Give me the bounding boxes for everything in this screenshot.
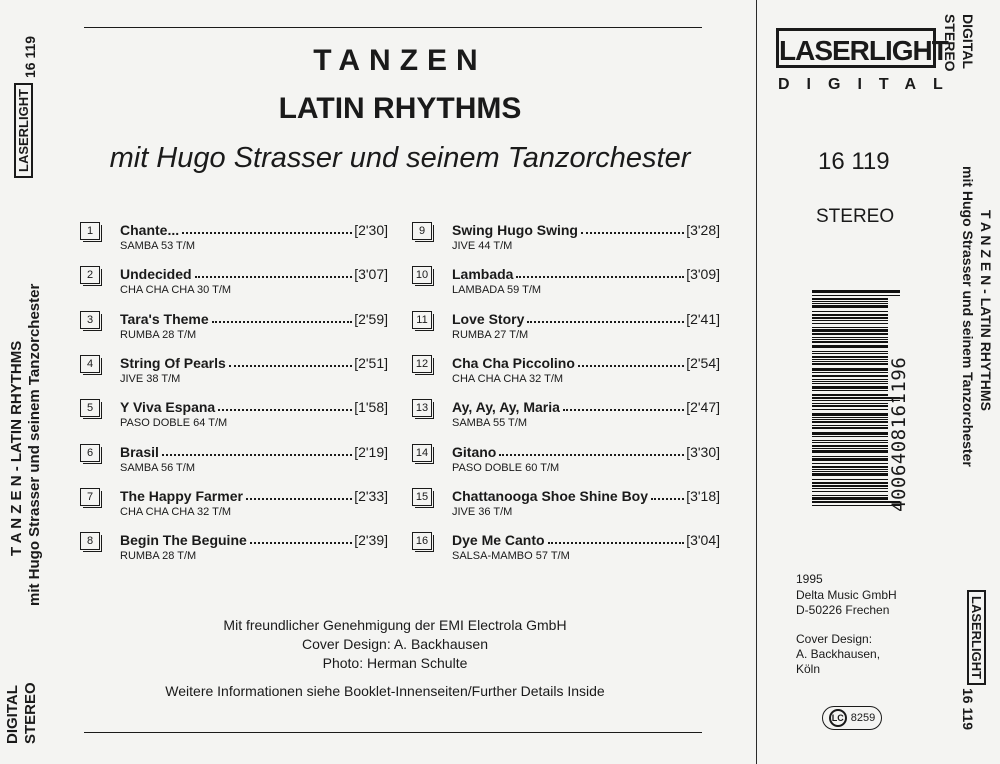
barcode-bar [812,359,888,360]
dot-leader [499,453,684,456]
track-dance-tempo: PASO DOBLE 64 T/M [120,417,228,430]
left-spine-logo-text: LASERLIGHT [14,83,33,178]
cover-design-name: A. Backhausen, [796,647,881,661]
track-number: 7 [80,488,100,506]
track-dance-tempo: SAMBA 55 T/M [452,417,527,430]
barcode-bar [812,436,888,437]
barcode-bar [812,466,888,468]
track-dance-tempo: JIVE 36 T/M [452,505,513,518]
track-item [412,397,722,437]
barcode-bar [812,314,888,316]
barcode-bar [812,345,888,348]
barcode-bar [812,485,888,487]
track-title: Gitano [452,443,497,460]
release-year: 1995 [796,572,823,586]
track-title: Undecided [120,266,192,283]
laserlight-logo: LASERLIGHT [776,28,936,68]
right-spine-title: T A N Z E N - LATIN RHYTHMS [978,210,994,411]
barcode-bar [812,397,900,399]
track-number: 5 [80,399,100,417]
dot-leader [162,453,352,456]
catalog-number: 16 119 [818,148,890,175]
track-number: 12 [412,355,432,373]
barcode-bar [812,405,888,407]
track-number: 9 [412,222,432,240]
track-title: Swing Hugo Swing [452,222,578,238]
dot-leader [246,497,352,500]
left-spine-logo [14,83,33,178]
track-title: The Happy Farmer [120,487,243,504]
track-line [120,442,388,460]
track-item [80,353,390,393]
barcode-bar [812,440,888,441]
track-title: Chante... [120,222,180,238]
track-line [452,486,720,504]
barcode-bar [812,456,888,457]
dot-leader [212,320,353,323]
barcode-bar [812,317,888,319]
track-number: 4 [80,355,100,373]
track-dance-tempo: JIVE 44 T/M [452,240,513,252]
barcode-bar [812,386,888,389]
track-dance-tempo: LAMBADA 59 T/M [452,284,542,297]
track-item [412,353,722,393]
barcode-bar [812,419,888,420]
track-duration: [1'58] [354,399,388,416]
barcode-bar [812,473,888,476]
track-item [80,397,390,437]
barcode-bar [812,290,900,293]
dot-leader [581,231,684,234]
barcode-bar [812,341,888,343]
track-item [412,220,722,260]
track-title: Cha Cha Piccolino [452,354,575,371]
track-line [120,264,388,282]
track-item [412,530,722,570]
track-number: 11 [412,311,432,329]
right-spine-digital: DIGITAL [960,14,976,69]
track-dance-tempo: JIVE 38 T/M [120,372,181,385]
track-title: Lambada [452,266,514,283]
track-item [412,442,722,482]
track-duration: [2'47] [686,399,720,416]
dot-leader [182,231,352,234]
barcode-bar [812,295,900,296]
barcode-bar [812,427,888,429]
barcode-bar [812,383,888,384]
track-dance-tempo: SAMBA 56 T/M [120,461,195,474]
track-duration: [2'39] [354,532,388,549]
track-duration: [3'18] [686,487,720,504]
track-dance-tempo: RUMBA 27 T/M [452,328,529,341]
left-spine [0,0,58,764]
track-duration: [2'19] [354,443,388,460]
dot-leader [250,541,352,544]
track-item [412,309,722,349]
barcode-bar [812,458,888,461]
track-line [452,442,720,460]
barcode-bar [812,301,888,302]
barcode-bar [812,381,888,382]
track-duration: [2'30] [354,222,388,238]
dot-leader [229,364,352,367]
label-code: 8259 [850,712,876,724]
barcode-number: 4006408161196 [888,356,910,512]
barcode-bar [812,463,888,464]
track-duration: [3'07] [354,266,388,283]
track-dance-tempo: CHA CHA CHA 32 T/M [452,372,564,385]
right-spine-logo-text: LASERLIGHT [967,590,986,685]
barcode-bar [812,311,888,312]
track-item [412,264,722,304]
barcode-bar [812,432,888,435]
track-duration: [2'41] [686,310,720,327]
track-number: 3 [80,311,100,329]
track-item [80,220,390,260]
track-number: 8 [80,532,100,550]
barcode-bar [812,403,888,404]
barcode-bar [812,445,888,447]
track-number: 15 [412,488,432,506]
track-number: 10 [412,266,432,284]
credit-photo: Photo: Herman Schulte [322,655,468,671]
track-line [120,220,388,238]
barcode-bar [812,417,888,418]
barcode-bar [812,413,888,416]
barcode-bar [812,390,888,391]
credit-further-info: Weitere Informationen siehe Booklet-Innenseiten/Further Details Inside [165,683,605,699]
publisher-name: Delta Music GmbH [796,588,897,602]
barcode-bar [812,329,888,332]
track-dance-tempo: SALSA-MAMBO 57 T/M [452,550,570,563]
left-spine-subtitle: mit Hugo Strasser und seinem Tanzorchester [26,283,43,606]
barcode-bar [812,351,888,352]
barcode-bar [812,425,888,426]
barcode-bar [812,323,888,324]
bottom-rule [84,732,702,733]
track-title: Y Viva Espana [120,399,216,416]
barcode-bar [812,448,888,449]
credit-emi: Mit freundlicher Genehmigung der EMI Electrola GmbH [223,617,567,633]
track-item [80,486,390,526]
barcode-bar [812,303,888,304]
track-dance-tempo: PASO DOBLE 60 T/M [452,461,560,474]
track-dance-tempo: SAMBA 53 T/M [120,240,195,252]
publisher-address: D-50226 Frechen [796,603,890,617]
barcode-bar [812,501,900,503]
track-line [452,264,720,282]
barcode-bar [812,488,888,489]
left-spine-catalog: 16 119 [22,35,38,78]
barcode-bar [812,305,888,308]
dot-leader [548,541,685,544]
barcode-bar [812,375,888,377]
cover-design-city: Köln [796,662,821,676]
track-number: 1 [80,222,100,240]
barcode-bar [812,337,888,338]
track-line [452,530,720,548]
barcode-bar [812,339,888,340]
track-line [120,486,388,504]
track-duration: [3'30] [686,443,720,460]
track-number: 6 [80,444,100,462]
track-duration: [2'51] [354,354,388,371]
barcode-bar [812,361,888,362]
track-line [452,220,720,238]
right-spine-subtitle: mit Hugo Strasser und seinem Tanzorchester [960,166,976,467]
track-duration: [3'04] [686,532,720,549]
barcode-bar [812,363,888,365]
barcode-bar [812,495,888,496]
barcode-bar [812,491,888,492]
track-number: 13 [412,399,432,417]
track-title: Tara's Theme [120,310,209,327]
barcode-bar [812,327,888,328]
digital-label: DIGITAL [778,76,960,93]
album-title: TANZEN [313,44,487,77]
dot-leader [563,408,684,411]
right-spine-logo [967,590,986,685]
track-line [120,309,388,327]
track-line [120,397,388,415]
lc-logo-icon: LC [829,709,847,727]
track-number: 14 [412,444,432,462]
left-spine-stereo: STEREO [22,682,39,744]
barcode-bar [812,471,888,472]
track-line [452,397,720,415]
track-line [452,353,720,371]
track-dance-tempo: CHA CHA CHA 32 T/M [120,505,232,518]
right-spine [942,0,1000,764]
track-duration: [3'28] [686,222,720,238]
barcode-bar [812,497,888,500]
track-item [80,530,390,570]
barcode-bar [812,333,888,335]
track-duration: [3'09] [686,266,720,283]
track-number: 2 [80,266,100,284]
barcode-bar [812,400,900,401]
track-duration: [2'54] [686,354,720,371]
left-spine-digital: DIGITAL [4,685,21,744]
barcode-bar [812,505,900,506]
barcode-bar [812,320,888,321]
left-spine-title: T A N Z E N - LATIN RHYTHMS [8,340,25,556]
track-item [80,264,390,304]
barcode-bar [812,394,888,396]
barcode-bar [812,482,888,484]
dot-leader [218,408,352,411]
track-title: Love Story [452,310,525,327]
track-title: Brasil [120,443,159,460]
album-tagline: mit Hugo Strasser und seinem Tanzorchester [109,142,691,174]
dot-leader [578,364,684,367]
track-title: Ay, Ay, Ay, Maria [452,399,560,416]
cover-design-label: Cover Design: [796,632,873,646]
album-subtitle: LATIN RHYTHMS [278,92,522,125]
barcode-bar [812,356,888,358]
barcode-bar [812,298,888,300]
dot-leader [651,497,684,500]
barcode-bar [812,469,888,470]
track-line [120,353,388,371]
track-title: String Of Pearls [120,354,226,371]
track-dance-tempo: RUMBA 28 T/M [120,328,197,341]
track-item [412,486,722,526]
right-spine-stereo: STEREO [942,14,958,72]
dot-leader [195,275,353,278]
barcode-bar [812,442,888,443]
barcode-bar [812,479,888,480]
barcode-bar [812,379,888,380]
track-item [80,442,390,482]
label-code-badge [822,706,882,730]
dot-leader [516,275,684,278]
credit-cover-design: Cover Design: A. Backhausen [302,636,488,652]
panel-divider [756,0,757,764]
track-duration: [2'59] [354,310,388,327]
barcode-bar [812,368,888,371]
barcode-bar [812,421,888,423]
track-dance-tempo: RUMBA 28 T/M [120,550,197,563]
track-duration: [2'33] [354,487,388,504]
right-spine-catalog: 16 119 [960,688,976,731]
track-title: Chattanooga Shoe Shine Boy [452,487,649,504]
track-line [120,530,388,548]
track-line [452,309,720,327]
dot-leader [527,320,684,323]
stereo-label: STEREO [816,206,895,227]
top-rule [84,27,702,28]
track-number: 16 [412,532,432,550]
barcode-bar [812,409,888,410]
track-dance-tempo: CHA CHA CHA 30 T/M [120,284,232,297]
track-item [80,309,390,349]
barcode-bar [812,372,888,373]
track-title: Dye Me Canto [452,532,545,549]
track-title: Begin The Beguine [120,532,247,549]
main-panel [60,0,755,764]
barcode-bar [812,353,888,354]
barcode-bar [812,450,888,453]
